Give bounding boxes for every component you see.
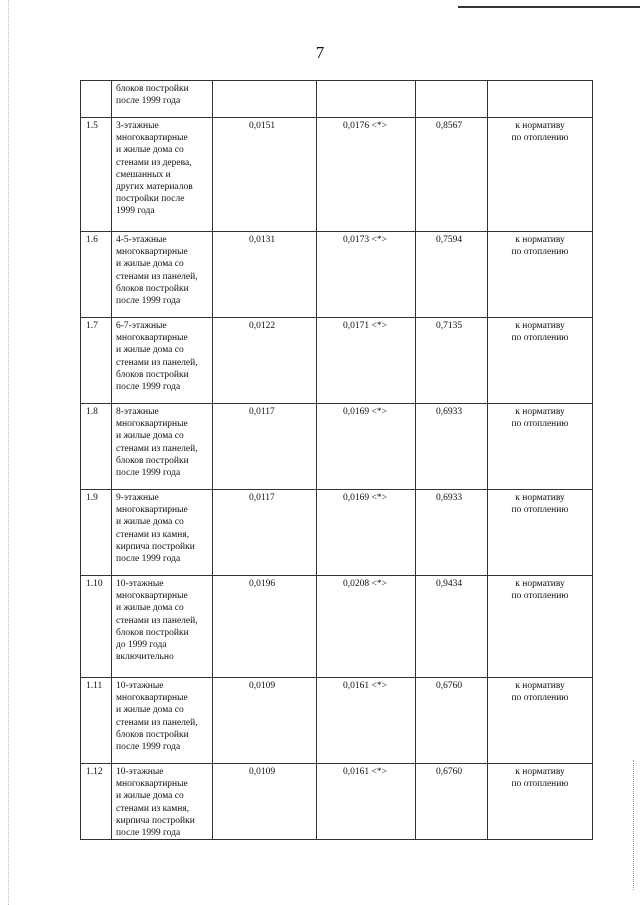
table-row (81, 118, 593, 232)
value-3: 0,8567 (436, 121, 463, 131)
value-2: 0,0161 <*> (343, 681, 387, 691)
value-1-cell (213, 678, 317, 764)
building-description-cell (112, 576, 213, 678)
note-line: к нормативу (515, 493, 565, 503)
table-row (81, 81, 593, 118)
value-2-cell (317, 490, 416, 576)
description-line: и жилые дома со (116, 791, 184, 802)
building-description-cell (112, 318, 213, 404)
description-line: стенами из панелей, (116, 271, 198, 282)
note-cell (488, 232, 593, 318)
value-2-cell (317, 81, 416, 118)
description-line: блоков постройки (116, 84, 189, 94)
building-description-cell (112, 232, 213, 318)
note-line: по отоплению (511, 693, 569, 704)
note-line: по отоплению (511, 779, 569, 790)
row-number-cell (81, 118, 112, 232)
description-line: 8-этажные (116, 407, 159, 417)
description-line: многоквартирные (116, 505, 188, 516)
note-cell (488, 678, 593, 764)
value-3: 0,7135 (436, 321, 463, 331)
row-number: 1.5 (86, 121, 98, 131)
value-1: 0,0117 (249, 493, 275, 503)
description-line: многоквартирные (116, 133, 188, 144)
description-line: смешанных и (116, 169, 171, 180)
value-2-cell (317, 576, 416, 678)
description-line: 3-этажные (116, 121, 159, 131)
row-number: 1.9 (86, 493, 98, 503)
note-line: по отоплению (511, 419, 569, 430)
value-2-cell (317, 318, 416, 404)
note-cell (488, 318, 593, 404)
description-line: многоквартирные (116, 419, 188, 430)
row-number-cell (81, 232, 112, 318)
description-line: стенами из камня, (116, 529, 190, 540)
value-2: 0,0171 <*> (343, 321, 387, 331)
description-line: многоквартирные (116, 779, 188, 790)
description-line: 10-этажные (116, 767, 164, 777)
value-2-cell (317, 118, 416, 232)
row-number: 1.12 (86, 767, 103, 777)
note-cell (488, 576, 593, 678)
table-row (81, 764, 593, 840)
note-line: по отоплению (511, 591, 569, 602)
norms-table-body (81, 81, 593, 840)
value-1-cell (213, 576, 317, 678)
building-description-cell (112, 764, 213, 840)
note-line: по отоплению (511, 133, 569, 144)
description-line: стенами из панелей, (116, 357, 198, 368)
note-line: к нормативу (515, 681, 565, 691)
scan-left-edge (8, 0, 9, 905)
description-line: блоков постройки (116, 455, 189, 466)
description-line: 6-7-этажные (116, 321, 167, 331)
note-cell (488, 764, 593, 840)
row-number-cell (81, 764, 112, 840)
value-2: 0,0169 <*> (343, 407, 387, 417)
description-line: 9-этажные (116, 493, 159, 503)
note-line: к нормативу (515, 579, 565, 589)
note-line: к нормативу (515, 407, 565, 417)
description-line: стенами из панелей, (116, 717, 198, 728)
value-3-cell (416, 404, 488, 490)
note-cell (488, 118, 593, 232)
description-line: и жилые дома со (116, 705, 184, 716)
note-cell (488, 490, 593, 576)
value-3: 0,6933 (436, 407, 463, 417)
description-line: 1999 года (116, 206, 155, 217)
description-line: постройки после (116, 194, 185, 205)
table-row (81, 232, 593, 318)
value-1-cell (213, 404, 317, 490)
value-1-cell (213, 318, 317, 404)
value-1: 0,0122 (249, 321, 276, 331)
value-3-cell (416, 118, 488, 232)
description-line: после 1999 года (116, 96, 181, 107)
description-line: и жилые дома со (116, 517, 184, 528)
value-3: 0,9434 (436, 579, 463, 589)
value-1-cell (213, 764, 317, 840)
description-line: многоквартирные (116, 247, 188, 258)
description-line: кирпича постройки (116, 815, 195, 826)
description-line: 4-5-этажные (116, 235, 167, 245)
value-1-cell (213, 81, 317, 118)
table-row (81, 490, 593, 576)
value-1-cell (213, 232, 317, 318)
value-2: 0,0208 <*> (343, 579, 387, 589)
scan-right-edge (633, 760, 634, 890)
page-number: 7 (315, 43, 325, 62)
value-3-cell (416, 764, 488, 840)
description-line: после 1999 года (116, 382, 181, 393)
note-cell (488, 404, 593, 490)
value-3-cell (416, 81, 488, 118)
description-line: 10-этажные (116, 579, 164, 589)
building-description-cell (112, 81, 213, 118)
row-number: 1.8 (86, 407, 98, 417)
value-3-cell (416, 490, 488, 576)
description-line: кирпича постройки (116, 541, 195, 552)
value-2-cell (317, 678, 416, 764)
note-line: по отоплению (511, 505, 569, 516)
table-row (81, 318, 593, 404)
description-line: стенами из камня, (116, 803, 190, 814)
table-row (81, 678, 593, 764)
description-line: блоков постройки (116, 369, 189, 380)
note-line: к нормативу (515, 321, 565, 331)
row-number: 1.10 (86, 579, 103, 589)
value-3-cell (416, 318, 488, 404)
description-line: и жилые дома со (116, 603, 184, 614)
description-line: блоков постройки (116, 283, 189, 294)
value-2-cell (317, 764, 416, 840)
row-number: 1.11 (86, 681, 103, 691)
value-1: 0,0131 (249, 235, 276, 245)
value-3: 0,6933 (436, 493, 463, 503)
note-line: по отоплению (511, 247, 569, 258)
description-line: до 1999 года (116, 640, 167, 651)
row-number-cell (81, 81, 112, 118)
row-number: 1.6 (86, 235, 98, 245)
note-line: по отоплению (511, 333, 569, 344)
row-number: 1.7 (86, 321, 98, 331)
note-cell (488, 81, 593, 118)
value-1: 0,0117 (249, 407, 275, 417)
value-2: 0,0169 <*> (343, 493, 387, 503)
value-3: 0,7594 (436, 235, 463, 245)
description-line: стенами из дерева, (116, 157, 192, 168)
description-line: и жилые дома со (116, 431, 184, 442)
description-line: после 1999 года (116, 828, 181, 839)
value-3-cell (416, 678, 488, 764)
value-3-cell (416, 232, 488, 318)
value-3: 0,6760 (436, 681, 463, 691)
value-1: 0,0196 (249, 579, 276, 589)
description-line: многоквартирные (116, 591, 188, 602)
building-description-cell (112, 404, 213, 490)
value-1-cell (213, 490, 317, 576)
value-2-cell (317, 232, 416, 318)
value-1: 0,0151 (249, 121, 276, 131)
row-number-cell (81, 576, 112, 678)
row-number-cell (81, 678, 112, 764)
table-row (81, 576, 593, 678)
description-line: стенами из панелей, (116, 443, 198, 454)
description-line: после 1999 года (116, 742, 181, 753)
note-line: к нормативу (515, 767, 565, 777)
description-line: других материалов (116, 182, 193, 193)
description-line: после 1999 года (116, 468, 181, 479)
value-2: 0,0176 <*> (343, 121, 387, 131)
value-1: 0,0109 (249, 767, 276, 777)
note-line: к нормативу (515, 121, 565, 131)
value-2: 0,0161 <*> (343, 767, 387, 777)
table-row (81, 404, 593, 490)
top-edge-line (458, 6, 640, 8)
description-line: после 1999 года (116, 554, 181, 565)
building-description-cell (112, 490, 213, 576)
description-line: после 1999 года (116, 296, 181, 307)
value-3-cell (416, 576, 488, 678)
value-2-cell (317, 404, 416, 490)
description-line: и жилые дома со (116, 259, 184, 270)
row-number-cell (81, 404, 112, 490)
description-line: блоков постройки (116, 627, 189, 638)
description-line: включительно (116, 652, 174, 663)
description-line: блоков постройки (116, 729, 189, 740)
row-number-cell (81, 318, 112, 404)
description-line: и жилые дома со (116, 145, 184, 156)
description-line: многоквартирные (116, 333, 188, 344)
description-line: многоквартирные (116, 693, 188, 704)
building-description-cell (112, 678, 213, 764)
value-1-cell (213, 118, 317, 232)
value-3: 0,6760 (436, 767, 463, 777)
description-line: стенами из панелей, (116, 615, 198, 626)
value-2: 0,0173 <*> (343, 235, 387, 245)
description-line: и жилые дома со (116, 345, 184, 356)
row-number-cell (81, 490, 112, 576)
value-1: 0,0109 (249, 681, 276, 691)
note-line: к нормативу (515, 235, 565, 245)
norms-table (80, 80, 593, 840)
description-line: 10-этажные (116, 681, 164, 691)
building-description-cell (112, 118, 213, 232)
